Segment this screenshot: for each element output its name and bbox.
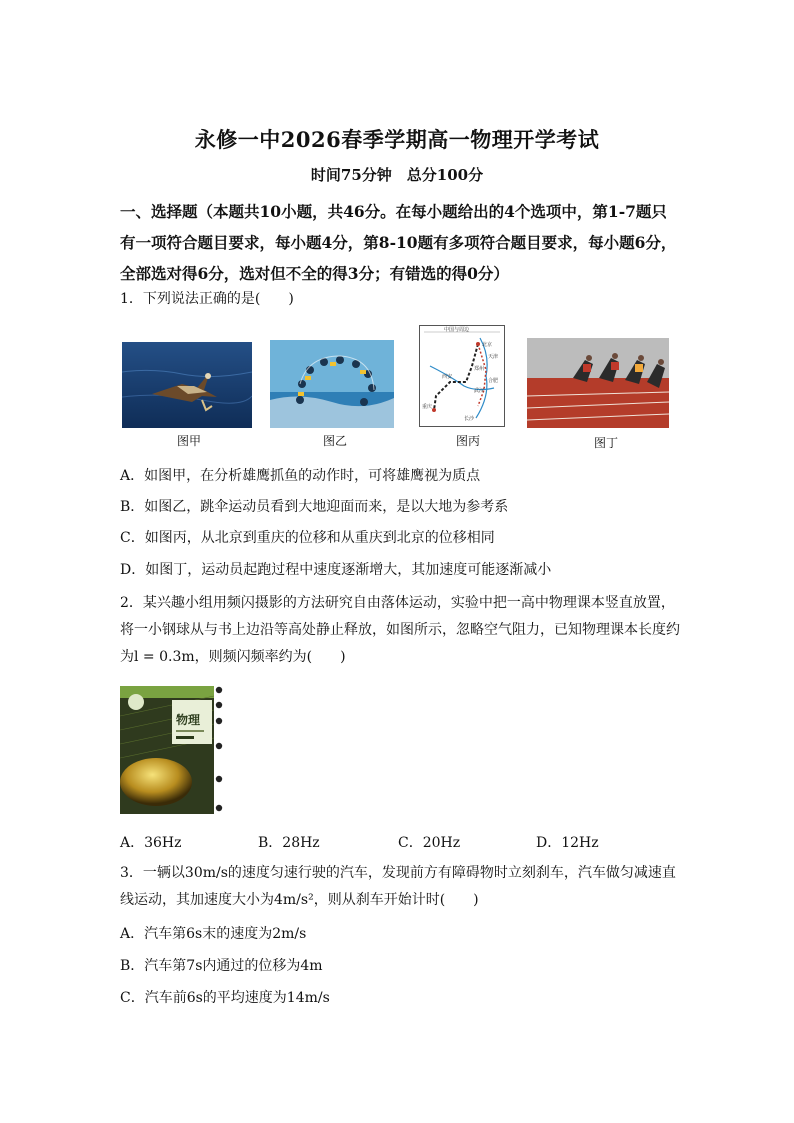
- map-label-changsha: 长沙: [464, 416, 475, 422]
- q3-option-b: B．汽车第7s内通过的位移为4m: [120, 958, 323, 974]
- map-label-xian: 西安: [442, 374, 453, 380]
- exam-title: 永修一中2026春季学期高一物理开学考试: [194, 127, 600, 152]
- map-label-region: 中国与周边: [444, 327, 470, 333]
- caption-fig-bing: 图丙: [455, 434, 480, 448]
- exam-subtitle: 时间75分钟 总分100分: [310, 166, 484, 184]
- q1-option-a: A．如图甲，在分析雄鹰抓鱼的动作时，可将雄鹰视为质点: [120, 468, 481, 484]
- question-1-stem: 1．下列说法正确的是( ): [120, 291, 294, 307]
- section-heading: 一、选择题（本题共10小题，共46分。在每小题给出的4个选项中，第1-7题只有一项符合题目要求，每小题4分，第8-10题有多项符合题目要求，每小题6分，全部选对得6分，选对但不全的得3分；有错选的得0分）: [120, 202, 677, 283]
- figure-sprinters: [527, 338, 669, 428]
- q1-option-b: B．如图乙，跳伞运动员看到大地迎面而来，是以大地为参考系: [120, 499, 509, 515]
- q1-option-d: D．如图丁，运动员起跑过程中速度逐渐增大，其加速度可能逐渐减小: [120, 562, 552, 578]
- figure-textbook: [120, 686, 224, 814]
- caption-fig-jia: 图甲: [176, 434, 201, 448]
- map-label-beijing: 北京: [482, 342, 493, 348]
- map-label-chongqing: 重庆: [422, 404, 433, 410]
- q2-option-d: D．12Hz: [536, 835, 599, 851]
- q3-option-c: C．汽车前6s的平均速度为14m/s: [120, 990, 330, 1006]
- q2-option-a: A．36Hz: [120, 835, 182, 851]
- map-label-wuhan: 武汉: [474, 388, 485, 394]
- map-label-hefei: 合肥: [488, 378, 499, 384]
- textbook-title: 物理: [176, 713, 201, 727]
- map-label-tianjin: 天津: [488, 354, 499, 360]
- q3-option-a: A．汽车第6s末的速度为2m/s: [120, 926, 307, 942]
- q2-option-b: B．28Hz: [258, 835, 320, 851]
- figure-eagle: [122, 342, 252, 428]
- question-3-stem: 3．一辆以30m/s的速度匀速行驶的汽车，发现前方有障碍物时立刻刹车，汽车做匀减速直线运动，其加速度大小为4m/s²，则从刹车开始计时( ): [120, 865, 676, 908]
- caption-fig-ding: 图丁: [593, 436, 618, 450]
- caption-fig-yi: 图乙: [322, 434, 347, 448]
- figure-skydivers: [270, 340, 394, 428]
- question-2-stem: [120, 590, 680, 671]
- q1-option-c: C．如图丙，从北京到重庆的位移和从重庆到北京的位移相同: [120, 530, 495, 546]
- question-2-stem-text: 2．某兴趣小组用频闪摄影的方法研究自由落体运动，实验中把一高中物理课本竖直放置，将一小钢球从与书上边沿等高处静止释放，如图所示，忽略空气阻力，已知物理课本长度约为l = 0.3m，则频闪频率约为( ): [120, 595, 680, 665]
- q2-option-c: C．20Hz: [398, 835, 461, 851]
- figure-route-map: [419, 325, 505, 427]
- map-label-zhengzhou: 郑州: [474, 366, 485, 372]
